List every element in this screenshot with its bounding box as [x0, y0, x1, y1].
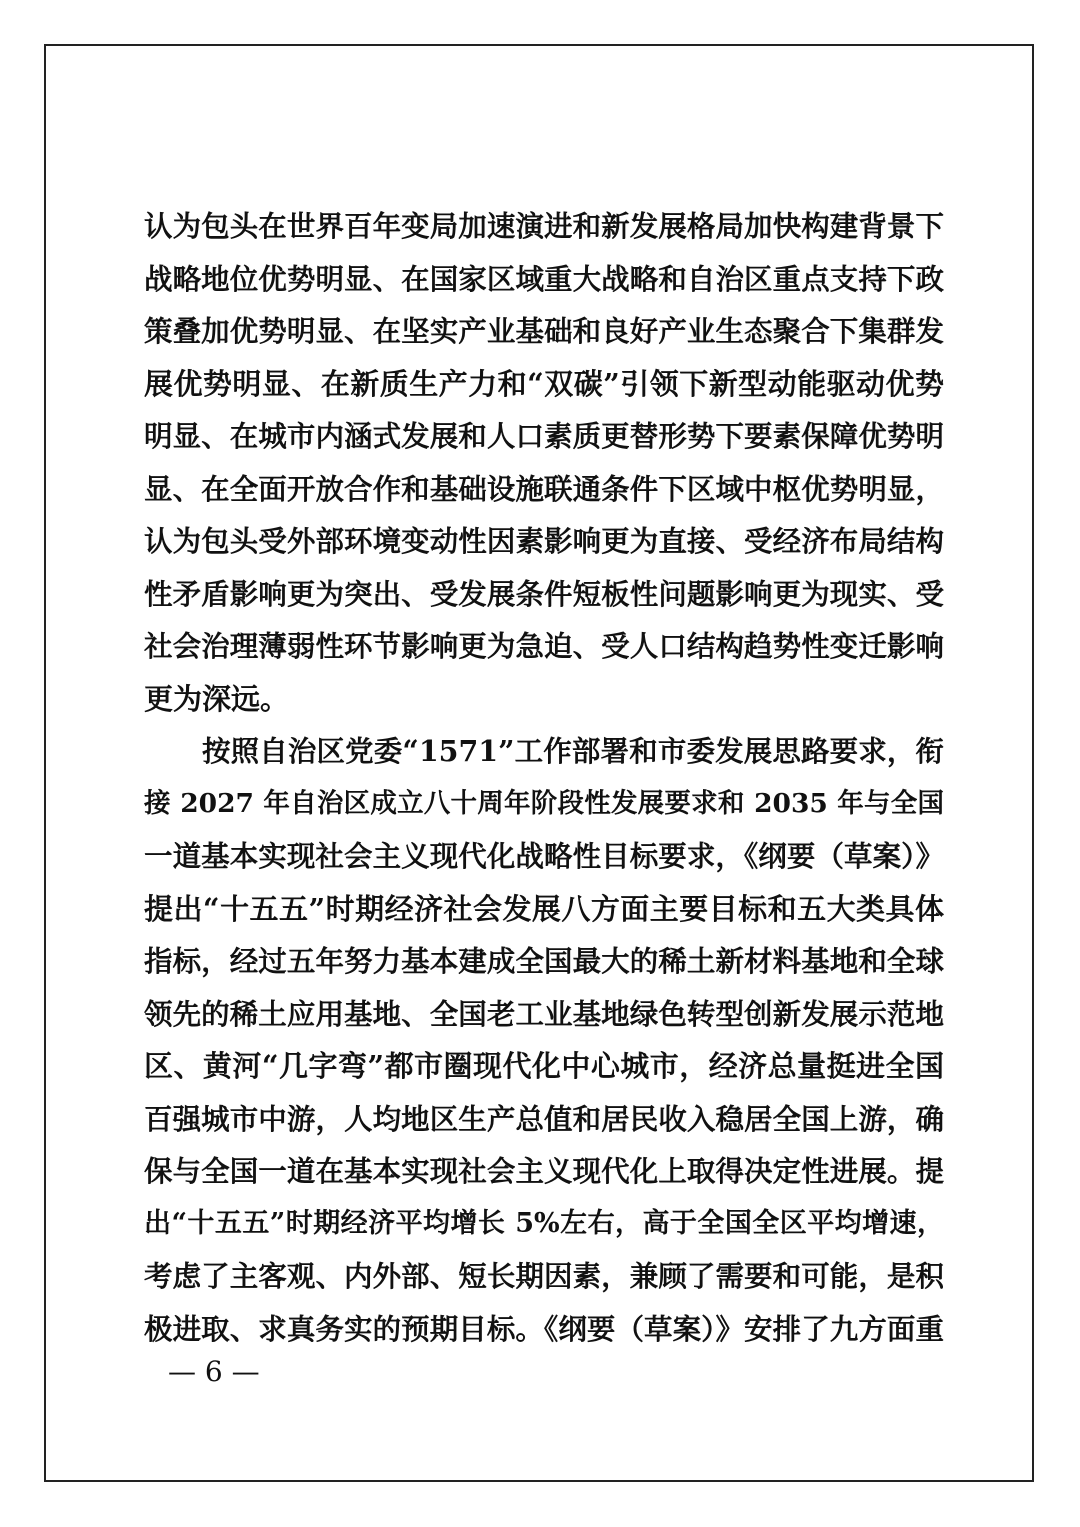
text-line: 保与全国一道在基本实现社会主义现代化上取得决定性进展。提: [144, 1154, 944, 1188]
text-line-indented: 按照自治区党委“1571”工作部署和市委发展思路要求，衔: [202, 734, 944, 768]
text-line: 区、黄河“几字弯”都市圈现代化中心城市，经济总量挺进全国: [144, 1049, 944, 1083]
text-line: 考虑了主客观、内外部、短长期因素，兼顾了需要和可能，是积: [144, 1259, 944, 1293]
page-number: — 6 —: [168, 1355, 260, 1388]
text-line: 明显、在城市内涵式发展和人口素质更替形势下要素保障优势明: [144, 419, 944, 453]
text-line: 出“十五五”时期经济平均增长 5%左右，高于全国全区平均增速，: [144, 1207, 944, 1239]
text-line: 策叠加优势明显、在坚实产业基础和良好产业生态聚合下集群发: [144, 314, 944, 348]
text-line: 极进取、求真务实的预期目标。《纲要（草案）》安排了九方面重: [144, 1311, 944, 1346]
body-text: [144, 200, 944, 1355]
text-line: 提出“十五五”时期经济社会发展八方面主要目标和五大类具体: [144, 891, 944, 926]
text-line: 社会治理薄弱性环节影响更为急迫、受人口结构趋势性变迁影响: [144, 629, 944, 663]
text-line: 认为包头受外部环境变动性因素影响更为直接、受经济布局结构: [144, 524, 944, 558]
text-line: 领先的稀土应用基地、全国老工业基地绿色转型创新发展示范地: [144, 996, 944, 1031]
text-line: 指标，经过五年努力基本建成全国最大的稀土新材料基地和全球: [144, 944, 944, 978]
text-line: 认为包头在世界百年变局加速演进和新发展格局加快构建背景下: [144, 209, 944, 243]
text-line: 性矛盾影响更为突出、受发展条件短板性问题影响更为现实、受: [144, 576, 944, 611]
text-line: 接 2027 年自治区成立八十周年阶段性发展要求和 2035 年与全国: [144, 787, 944, 819]
text-line: 展优势明显、在新质生产力和“双碳”引领下新型动能驱动优势: [144, 366, 944, 401]
text-line: 百强城市中游，人均地区生产总值和居民收入稳居全国上游，确: [144, 1101, 944, 1136]
text-line: 更为深远。: [144, 681, 290, 716]
text-line: 战略地位优势明显、在国家区域重大战略和自治区重点支持下政: [144, 261, 944, 296]
text-line: 一道基本实现社会主义现代化战略性目标要求，《纲要（草案）》: [144, 839, 944, 873]
text-line: 显、在全面开放合作和基础设施联通条件下区域中枢优势明显，: [144, 471, 944, 506]
